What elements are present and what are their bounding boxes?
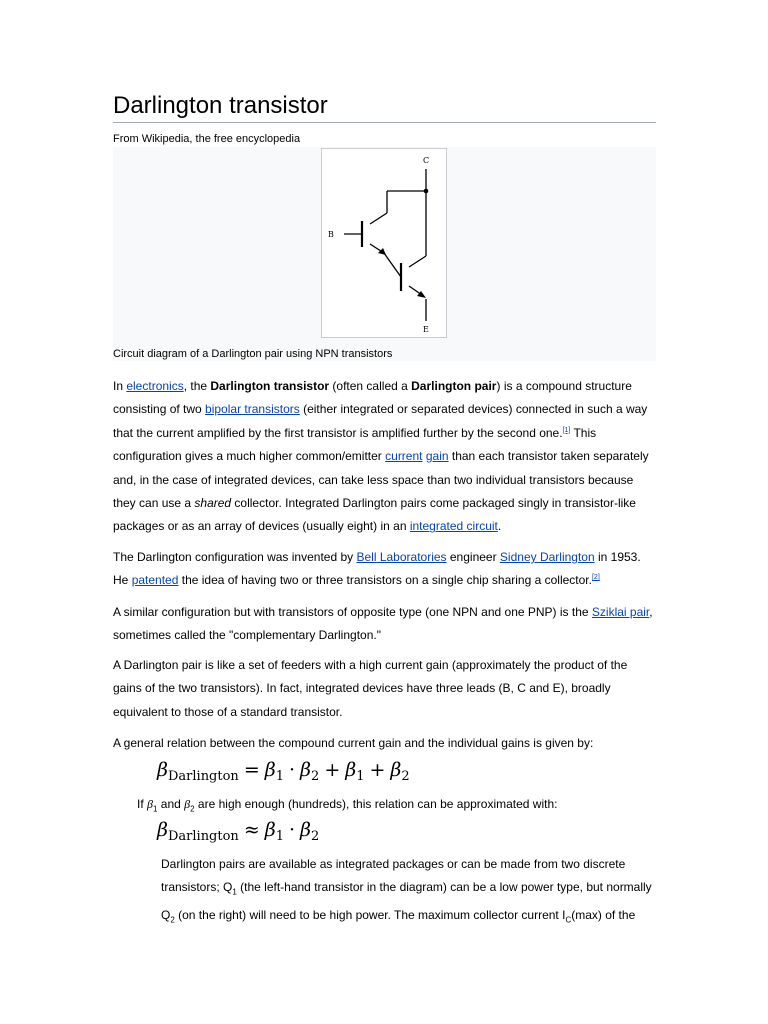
text: .: [497, 519, 502, 534]
subscript: C: [565, 915, 572, 925]
paragraph-approximation: [137, 797, 557, 813]
text: ) is a compound structure consisting of two: [113, 379, 632, 417]
beta-symbol: β: [184, 797, 191, 811]
beta-symbol: β: [157, 759, 168, 781]
text: (either integrated or separated devices) connected in such a way that the current amplified by the first transistor is amplified further by the second one.: [113, 402, 648, 440]
q1-to-q2-wire: [384, 253, 401, 277]
beta-symbol: β: [147, 797, 153, 811]
text: If: [137, 797, 148, 811]
paragraph-text: A general relation between the compound current gain and the individual gains is given by:: [113, 736, 594, 750]
text: (max) of the: [571, 908, 636, 923]
text: (on the right) will need to be high power. The maximum collector current I: [174, 908, 566, 923]
bold-term: Darlington pair: [411, 379, 497, 393]
operator: ·: [289, 819, 296, 841]
text: A similar configuration but with transistors of opposite type (one NPN and one PNP) is the: [113, 605, 592, 619]
text: (often called a: [329, 379, 412, 393]
subscript: 1: [153, 804, 158, 814]
italic-term: shared: [194, 496, 232, 511]
formula-approximate: [157, 819, 319, 844]
emitter-label: E: [423, 325, 429, 334]
collector-label: C: [423, 156, 430, 165]
beta-symbol: β: [345, 759, 357, 781]
citation-1[interactable]: [1]: [562, 426, 571, 434]
paragraph-sziklai: [113, 601, 658, 648]
link-current[interactable]: current: [385, 449, 423, 464]
beta-symbol: β: [157, 819, 168, 841]
subscript: Darlington: [167, 769, 239, 784]
subscript: 1: [232, 887, 237, 897]
beta-symbol: β: [390, 759, 402, 781]
beta-symbol: β: [264, 819, 276, 841]
paragraph-text: A Darlington pair is like a set of feeders with a high current gain (approximately the product of the gains of the two transistors). In fact, integrated devices have three leads (B, C and E), broadly equivalent to those of a standard transistor.: [113, 658, 628, 719]
subscript: 1: [275, 769, 284, 784]
title-divider: [113, 122, 656, 123]
operator: +: [369, 759, 386, 781]
link-bell-laboratories[interactable]: Bell Laboratories: [356, 550, 447, 564]
formula-general: [157, 759, 410, 784]
operator: =: [243, 759, 260, 781]
paragraph-history: [113, 546, 658, 593]
paragraph-gain: [113, 654, 658, 724]
subscript: 2: [190, 804, 195, 814]
operator: ≈: [243, 819, 260, 841]
link-patented[interactable]: patented: [131, 573, 179, 588]
q2-collector-lead: [409, 256, 426, 267]
q1-collector-lead: [370, 213, 387, 224]
text: are high enough (hundreds), this relation can be approximated with:: [194, 797, 558, 811]
text: the idea of having two or three transistors on a single chip sharing a collector.: [178, 573, 592, 588]
text: and: [157, 797, 185, 811]
darlington-circuit-svg: [322, 149, 446, 337]
circuit-diagram[interactable]: [321, 148, 447, 338]
text: The Darlington configuration was invented by: [113, 550, 357, 564]
citation-2[interactable]: [2]: [591, 574, 600, 582]
text: engineer: [446, 550, 500, 564]
beta-symbol: β: [300, 819, 312, 841]
base-label: B: [328, 230, 334, 239]
figure-caption: Circuit diagram of a Darlington pair using NPN transistors: [113, 348, 393, 360]
operator: ·: [289, 759, 296, 781]
text: collector. Integrated Darlington pairs come packaged singly in transistor-like packages or as an array of devices (usually eight) in an: [113, 496, 636, 534]
link-integrated-circuit[interactable]: integrated circuit: [409, 519, 498, 534]
text: (the left-hand transistor in the diagram) can be a low power type, but normally Q: [161, 880, 652, 923]
q1-emitter-arrow: [378, 248, 386, 255]
text: Darlington pairs are available as integrated packages or can be made from two discrete transistors; Q: [161, 857, 626, 895]
bold-term: Darlington transistor: [210, 379, 330, 393]
beta-symbol: β: [300, 759, 312, 781]
subscript: 2: [311, 829, 320, 844]
link-sziklai-pair[interactable]: Sziklai pair: [591, 605, 650, 619]
beta-symbol: β: [264, 759, 276, 781]
subscript: 1: [275, 829, 284, 844]
text: in 1953. He: [113, 550, 641, 588]
text: In: [113, 379, 127, 393]
paragraph-relation: [113, 732, 658, 755]
subscript: 2: [401, 769, 410, 784]
subscript: 2: [170, 915, 175, 925]
text: , the: [183, 379, 211, 393]
text: than each transistor taken separately and, in the case of integrated devices, can take less space than two individual transistors because they can use a: [113, 449, 649, 511]
paragraph-intro: [113, 375, 658, 539]
text: This configuration gives a much higher common/emitter: [113, 425, 597, 464]
site-tagline: From Wikipedia, the free encyclopedia: [113, 133, 301, 145]
link-electronics[interactable]: electronics: [126, 379, 184, 393]
paragraph-packages: [161, 853, 661, 932]
junction-dot: [424, 189, 429, 194]
link-sidney-darlington[interactable]: Sidney Darlington: [499, 550, 595, 564]
subscript: 2: [311, 769, 320, 784]
page-title: Darlington transistor: [113, 92, 328, 119]
link-bipolar-transistors[interactable]: bipolar transistors: [205, 402, 300, 417]
link-gain[interactable]: gain: [425, 449, 449, 464]
subscript: Darlington: [167, 829, 239, 844]
text: , sometimes called the "complementary Darlington.": [113, 605, 653, 643]
subscript: 1: [356, 769, 365, 784]
operator: +: [324, 759, 341, 781]
